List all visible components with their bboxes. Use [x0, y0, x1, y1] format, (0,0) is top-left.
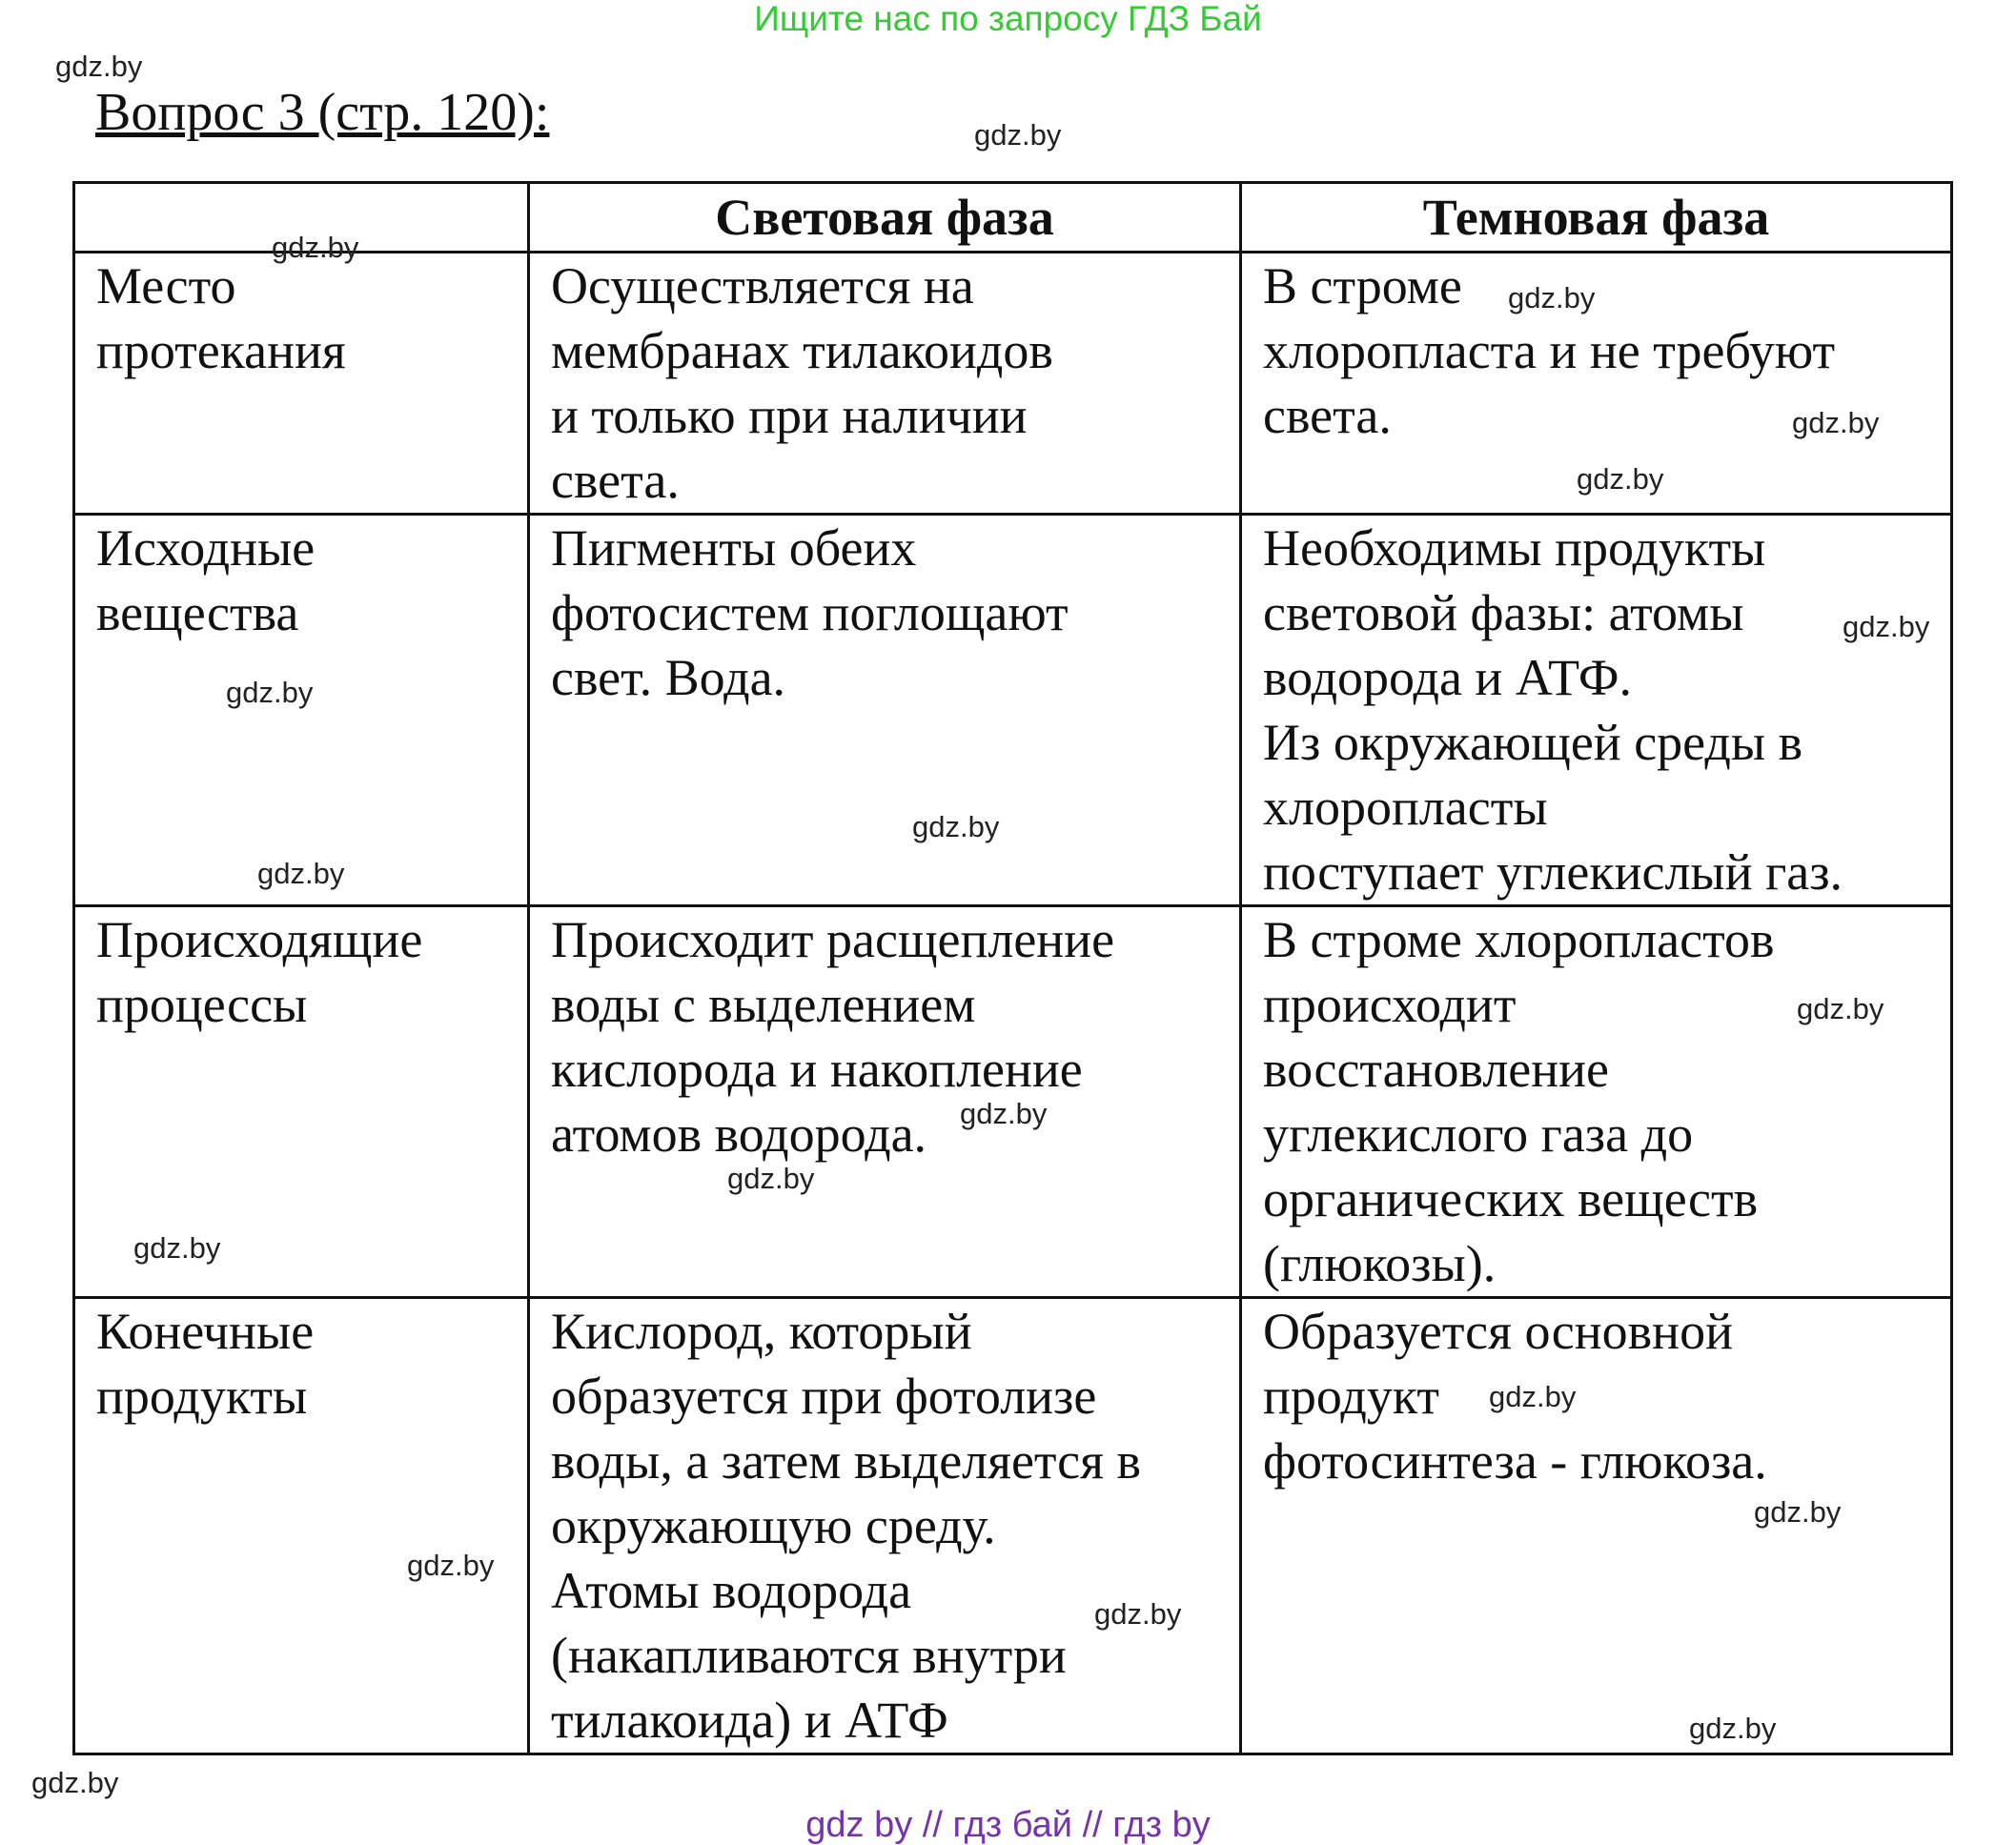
- watermark: gdz.by: [912, 810, 1000, 843]
- light-phase-cell: Происходит расщепление воды с выделением кислорода и накопление атомов водорода.: [529, 906, 1241, 1298]
- watermark: gdz.by: [960, 1097, 1048, 1130]
- dark-phase-cell: Необходимы продукты световой фазы: атомы водорода и АТФ. Из окружающей среды в хлоропласты поступает углекислый газ.: [1241, 515, 1952, 906]
- question-title: Вопрос 3 (стр. 120):: [95, 83, 550, 142]
- header-light-phase: Световая фаза: [529, 183, 1241, 253]
- row-label: Исходные вещества: [74, 515, 529, 906]
- row-label: Конечные продукты: [74, 1298, 529, 1754]
- watermark: gdz.by: [974, 118, 1062, 152]
- watermark: gdz.by: [226, 676, 314, 709]
- light-phase-cell: Осуществляется на мембранах тилакоидов и только при наличии света.: [529, 253, 1241, 515]
- watermark: gdz.by: [1843, 610, 1930, 643]
- dark-phase-cell: В строме хлоропластов происходит восстановление углекислого газа до органических веществ (глюкозы).: [1241, 906, 1952, 1298]
- row-label: Происходящие процессы: [74, 906, 529, 1298]
- dark-phase-cell: Образуется основной продукт фотосинтеза - глюкоза.: [1241, 1298, 1952, 1754]
- row-label: Место протекания: [74, 253, 529, 515]
- table-row: [74, 253, 1952, 515]
- watermark: gdz.by: [133, 1231, 221, 1265]
- watermark: gdz.by: [727, 1162, 815, 1195]
- watermark: gdz.by: [1797, 992, 1884, 1025]
- watermark: gdz.by: [1792, 406, 1880, 439]
- watermark: gdz.by: [272, 231, 359, 264]
- photosynthesis-table: [72, 181, 1953, 1755]
- light-phase-cell: Пигменты обеих фотосистем поглощают свет. Вода.: [529, 515, 1241, 906]
- light-phase-cell: Кислород, который образуется при фотолизе воды, а затем выделяется в окружающую среду. Атомы водорода (накапливаются внутри тилакоида) и АТФ: [529, 1298, 1241, 1754]
- watermark: gdz.by: [1489, 1380, 1577, 1413]
- table-row: [74, 515, 1952, 906]
- watermark: gdz.by: [407, 1549, 495, 1582]
- watermark: gdz.by: [1754, 1495, 1842, 1529]
- watermark: gdz.by: [1577, 462, 1664, 496]
- dark-phase-cell: В строме хлоропласта и не требуют света.: [1241, 253, 1952, 515]
- watermark: gdz.by: [55, 50, 143, 83]
- watermark: gdz.by: [1508, 281, 1596, 314]
- watermark: gdz.by: [31, 1766, 119, 1799]
- watermark: gdz.by: [1094, 1597, 1182, 1631]
- watermark: gdz.by: [1689, 1712, 1777, 1745]
- watermark: gdz.by: [257, 857, 345, 890]
- footer-links: gdz by // гдз бай // гдз by: [805, 1805, 1211, 1845]
- search-banner: Ищите нас по запросу ГДЗ Бай: [754, 0, 1262, 38]
- header-dark-phase: Темновая фаза: [1241, 183, 1952, 253]
- table-row: [74, 1298, 1952, 1754]
